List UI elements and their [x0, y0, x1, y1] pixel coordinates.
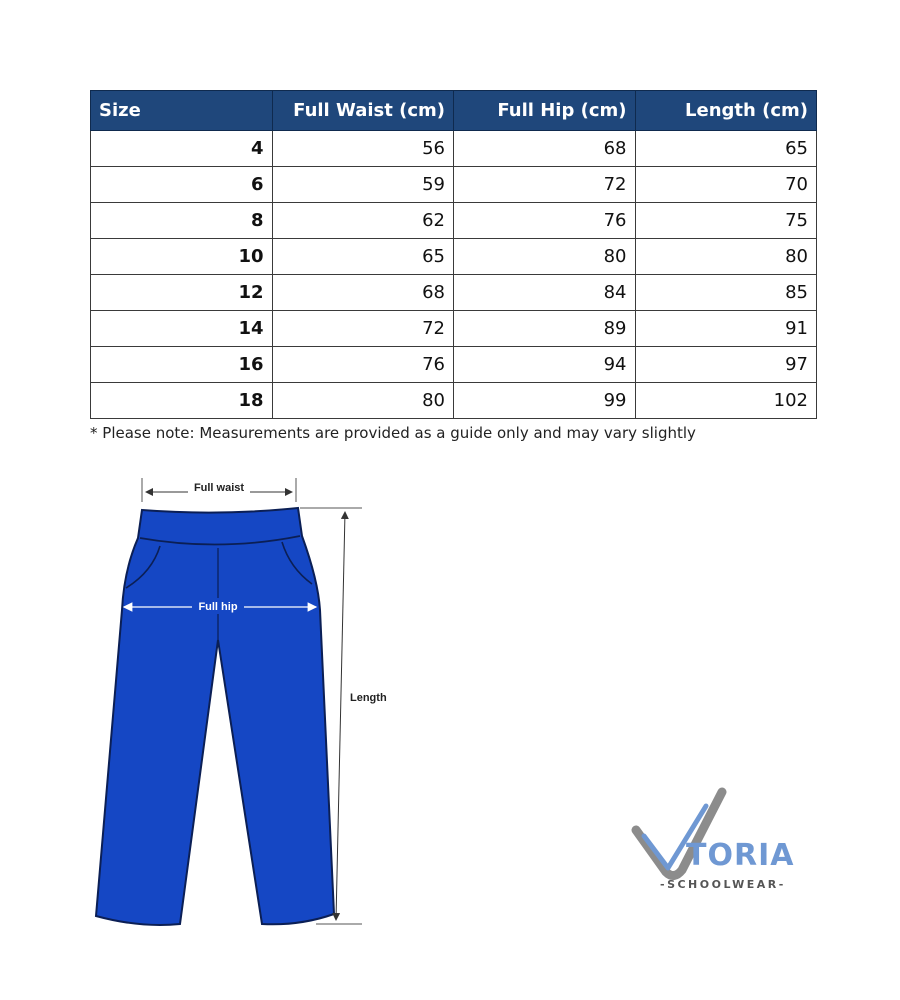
size-cell: 8: [91, 203, 273, 239]
waist-cell: 76: [272, 347, 454, 383]
waist-cell: 68: [272, 275, 454, 311]
size-cell: 12: [91, 275, 273, 311]
size-cell: 14: [91, 311, 273, 347]
header-full-waist: Full Waist (cm): [272, 91, 454, 131]
length-cell: 65: [635, 131, 817, 167]
measurement-note: * Please note: Measurements are provided as a guide only and may vary slightly: [90, 424, 696, 442]
table-row: [91, 167, 817, 203]
length-cell: 97: [635, 347, 817, 383]
hip-cell: 68: [454, 131, 636, 167]
header-length: Length (cm): [635, 91, 817, 131]
table-row: [91, 311, 817, 347]
length-cell: 91: [635, 311, 817, 347]
waist-cell: 56: [272, 131, 454, 167]
hip-label: Full hip: [198, 601, 238, 613]
size-cell: 10: [91, 239, 273, 275]
table-row: [91, 275, 817, 311]
header-full-hip: Full Hip (cm): [454, 91, 636, 131]
hip-cell: 72: [454, 167, 636, 203]
length-cell: 80: [635, 239, 817, 275]
size-cell: 4: [91, 131, 273, 167]
size-cell: 16: [91, 347, 273, 383]
logo-tagline: -SCHOOLWEAR-: [660, 878, 786, 891]
waist-cell: 65: [272, 239, 454, 275]
hip-cell: 99: [454, 383, 636, 419]
table-header-row: [91, 91, 817, 131]
length-cell: 102: [635, 383, 817, 419]
waist-cell: 59: [272, 167, 454, 203]
length-label: Length: [350, 692, 387, 704]
hip-cell: 80: [454, 239, 636, 275]
hip-cell: 94: [454, 347, 636, 383]
length-arrow: [336, 512, 345, 920]
hip-cell: 76: [454, 203, 636, 239]
waist-cell: 72: [272, 311, 454, 347]
length-cell: 85: [635, 275, 817, 311]
length-cell: 70: [635, 167, 817, 203]
waist-cell: 62: [272, 203, 454, 239]
size-chart-table: [90, 90, 817, 419]
table-row: [91, 203, 817, 239]
table-row: [91, 239, 817, 275]
pants-diagram: [0, 460, 460, 940]
table-row: [91, 131, 817, 167]
table-row: [91, 383, 817, 419]
size-cell: 18: [91, 383, 273, 419]
length-cell: 75: [635, 203, 817, 239]
hip-cell: 89: [454, 311, 636, 347]
header-size: Size: [91, 91, 273, 131]
size-cell: 6: [91, 167, 273, 203]
table-row: [91, 347, 817, 383]
hip-cell: 84: [454, 275, 636, 311]
logo-text: TORIA: [686, 838, 795, 873]
waist-cell: 80: [272, 383, 454, 419]
waist-label: Full waist: [193, 482, 245, 494]
